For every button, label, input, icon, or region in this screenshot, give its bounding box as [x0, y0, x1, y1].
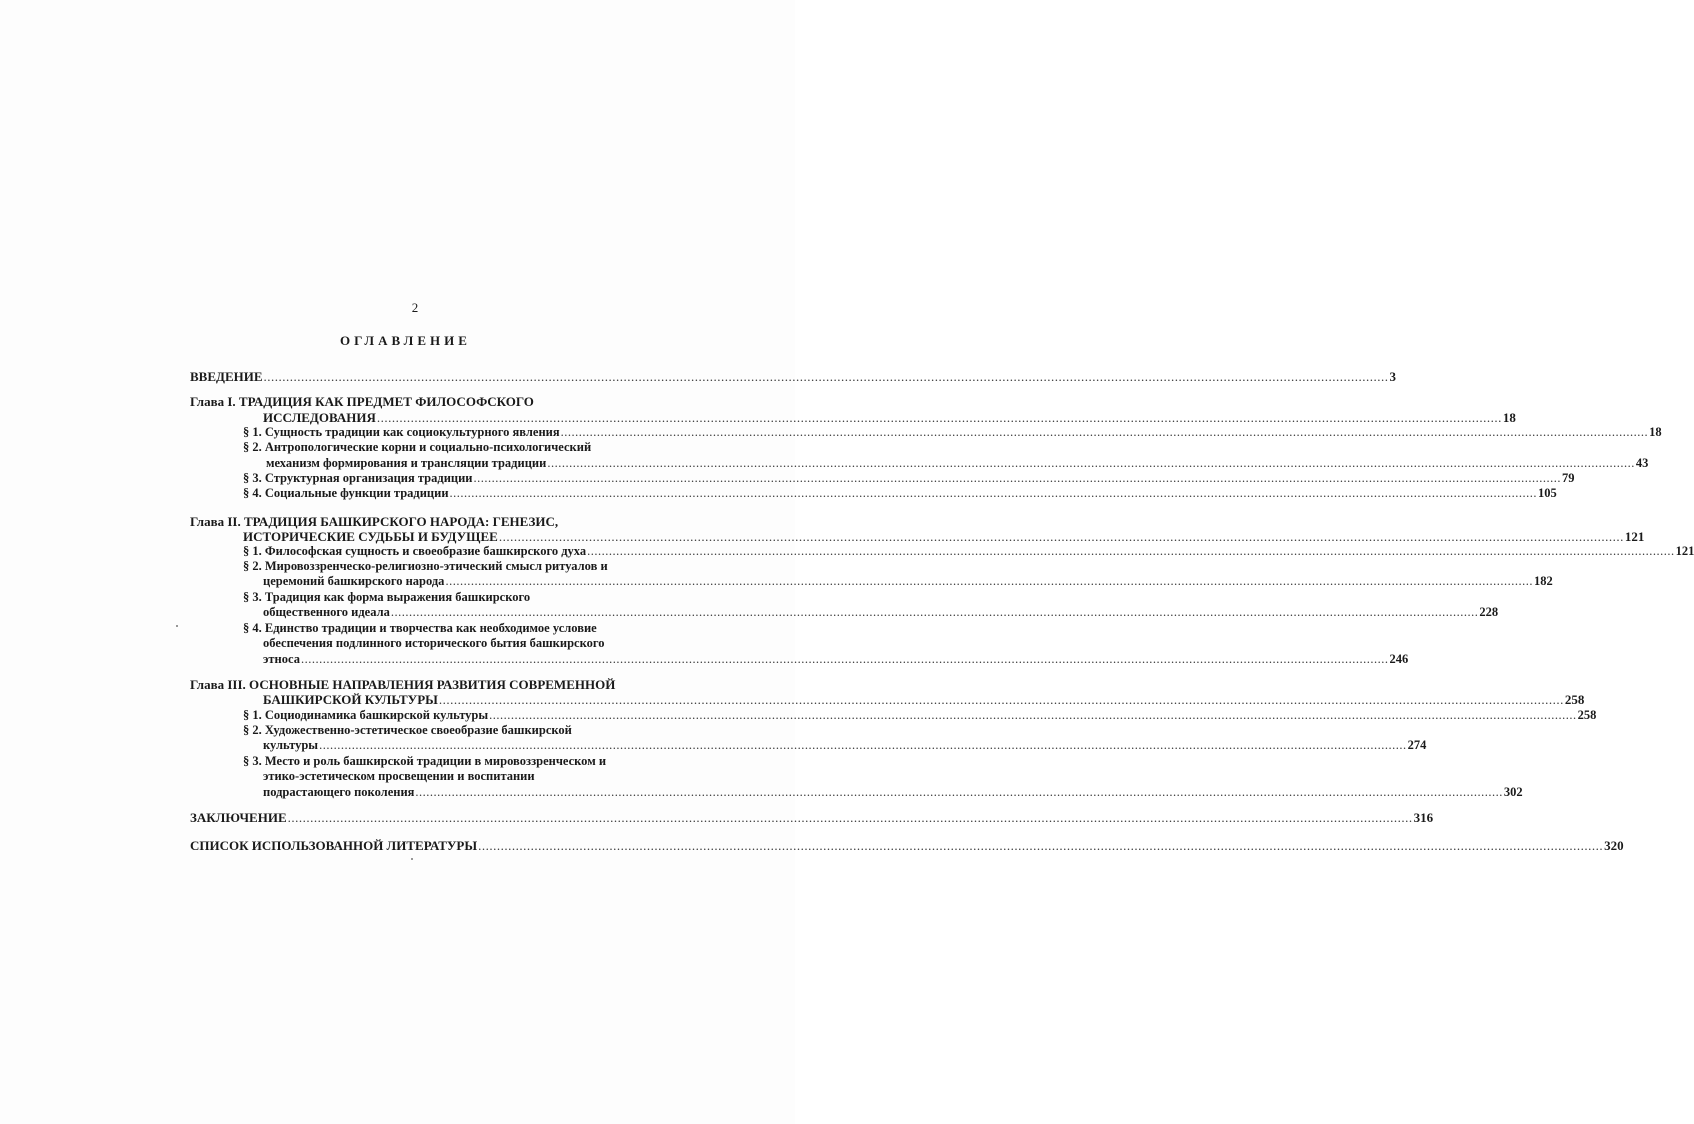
toc-page-number: 228 [1479, 605, 1499, 619]
chapter-title-continued [243, 529, 1645, 544]
toc-page-number: 121 [1675, 544, 1694, 558]
toc-page-number: 258 [1564, 692, 1585, 707]
toc-entry-conclusion [190, 810, 1434, 825]
section-title: § 1. Социодинамика башкирской культуры [243, 708, 489, 722]
toc-entry-title: СПИСОК ИСПОЛЬЗОВАННОЙ ЛИТЕРАТУРЫ [190, 838, 478, 853]
section-title: § 2. Антропологические корни и социально-психологический [243, 440, 592, 454]
toc-page-number: 246 [1389, 652, 1409, 666]
toc-section [243, 486, 1557, 501]
dot-leader: ............................................................................................................................................................................................................................................................................................................ [560, 425, 1649, 439]
chapter-title: Глава I. ТРАДИЦИЯ КАК ПРЕДМЕТ ФИЛОСОФСКОГО [190, 394, 534, 409]
dot-leader: ............................................................................................................................................................................................................................................................................................................ [498, 529, 1624, 544]
dot-leader: ............................................................................................................................................................................................................................................................................................................ [287, 810, 1413, 825]
chapter-title-continued [263, 410, 1516, 425]
dot-leader: ............................................................................................................................................................................................................................................................................................................ [319, 738, 1407, 752]
toc-page-number: 105 [1538, 486, 1557, 500]
section-title-continued: этико-эстетическом просвещении и воспитании [263, 769, 535, 783]
section-title: § 1. Сущность традиции как социокультурного явления [243, 425, 560, 439]
section-title: § 4. Единство традиции и творчества как необходимое условие [243, 621, 597, 635]
toc-page-number: 121 [1624, 529, 1645, 544]
toc-entry-intro [190, 369, 1397, 384]
dot-leader: ............................................................................................................................................................................................................................................................................................................ [445, 574, 1533, 588]
section-title-continued: этноса [263, 652, 300, 666]
section-title: § 2. Художественно-эстетическое своеобразие башкирской [243, 723, 572, 737]
toc-section [263, 574, 1553, 589]
dot-leader: ............................................................................................................................................................................................................................................................................................................ [473, 471, 1562, 485]
chapter-title-text: ИССЛЕДОВАНИЯ [263, 410, 376, 425]
dot-leader: ............................................................................................................................................................................................................................................................................................................ [438, 692, 1564, 707]
section-title: § 3. Место и роль башкирской традиции в мировоззренческом и [243, 754, 607, 768]
toc-page-number: 302 [1503, 785, 1523, 799]
section-title: § 2. Мировоззренческо-религиозно-этический смысл ритуалов и [243, 559, 608, 573]
toc-page-number: 18 [1502, 410, 1516, 425]
toc-section [243, 708, 1597, 723]
toc-page-number: 320 [1604, 838, 1624, 853]
dot-leader: ............................................................................................................................................................................................................................................................................................................ [263, 369, 1389, 384]
toc-section [263, 652, 1409, 667]
dot-leader: ............................................................................................................................................................................................................................................................................................................ [449, 486, 1538, 500]
dot-leader: ............................................................................................................................................................................................................................................................................................................ [587, 544, 1675, 558]
dot-leader: ............................................................................................................................................................................................................................................................................................................ [300, 652, 1389, 666]
dot-leader: ............................................................................................................................................................................................................................................................................................................ [547, 456, 1635, 470]
toc-section [263, 738, 1427, 753]
toc-entry-bibliography [190, 838, 1624, 853]
toc-page-number: 43 [1635, 456, 1649, 470]
section-title-continued: подрастающего поколения [263, 785, 415, 799]
toc-page-number: 182 [1533, 574, 1553, 588]
section-title: § 4. Социальные функции традиции [243, 486, 449, 500]
dot-leader: ............................................................................................................................................................................................................................................................................................................ [415, 785, 1503, 799]
toc-entry-title: ЗАКЛЮЧЕНИЕ [190, 810, 287, 825]
toc-page-number: 79 [1562, 471, 1575, 485]
toc-section [243, 544, 1694, 559]
toc-section [243, 471, 1575, 486]
dot-leader: ............................................................................................................................................................................................................................................................................................................ [376, 410, 1502, 425]
section-title: § 1. Философская сущность и своеобразие башкирского духа [243, 544, 587, 558]
toc-section [243, 425, 1662, 440]
toc-page-number: 274 [1407, 738, 1427, 752]
chapter-title: Глава III. ОСНОВНЫЕ НАПРАВЛЕНИЯ РАЗВИТИЯ СОВРЕМЕННОЙ [190, 677, 616, 692]
section-title-continued: культуры [263, 738, 319, 752]
toc-page-number: 3 [1389, 369, 1397, 384]
section-title-continued: церемоний башкирского народа [263, 574, 445, 588]
toc-section [263, 605, 1499, 620]
toc-page-number: 258 [1577, 708, 1597, 722]
page-number: 2 [411, 300, 419, 315]
toc-page-number: 18 [1649, 425, 1662, 439]
dot-leader: ............................................................................................................................................................................................................................................................................................................ [390, 605, 1479, 619]
toc-section [263, 785, 1523, 800]
section-title: § 3. Традиция как форма выражения башкирского [243, 590, 531, 604]
chapter-title-text: БАШКИРСКОЙ КУЛЬТУРЫ [263, 692, 438, 707]
chapter-title-text: ИСТОРИЧЕСКИЕ СУДЬБЫ И БУДУЩЕЕ [243, 529, 498, 544]
toc-title: ОГЛАВЛЕНИЕ [340, 333, 471, 348]
scan-speck [176, 625, 178, 627]
toc-page-number: 316 [1413, 810, 1434, 825]
chapter-title-continued [263, 692, 1585, 707]
dot-leader: ............................................................................................................................................................................................................................................................................................................ [489, 708, 1577, 722]
toc-section [266, 456, 1649, 471]
dot-leader: ............................................................................................................................................................................................................................................................................................................ [478, 838, 1604, 853]
section-title-continued: общественного идеала [263, 605, 390, 619]
scan-speck [411, 858, 413, 860]
section-title-continued: механизм формирования и трансляции традиции [266, 456, 547, 470]
chapter-title: Глава II. ТРАДИЦИЯ БАШКИРСКОГО НАРОДА: ГЕНЕЗИС, [190, 514, 559, 529]
toc-entry-title: ВВЕДЕНИЕ [190, 369, 263, 384]
section-title: § 3. Структурная организация традиции [243, 471, 473, 485]
section-title-continued: обеспечения подлинного исторического бытия башкирского [263, 636, 605, 650]
